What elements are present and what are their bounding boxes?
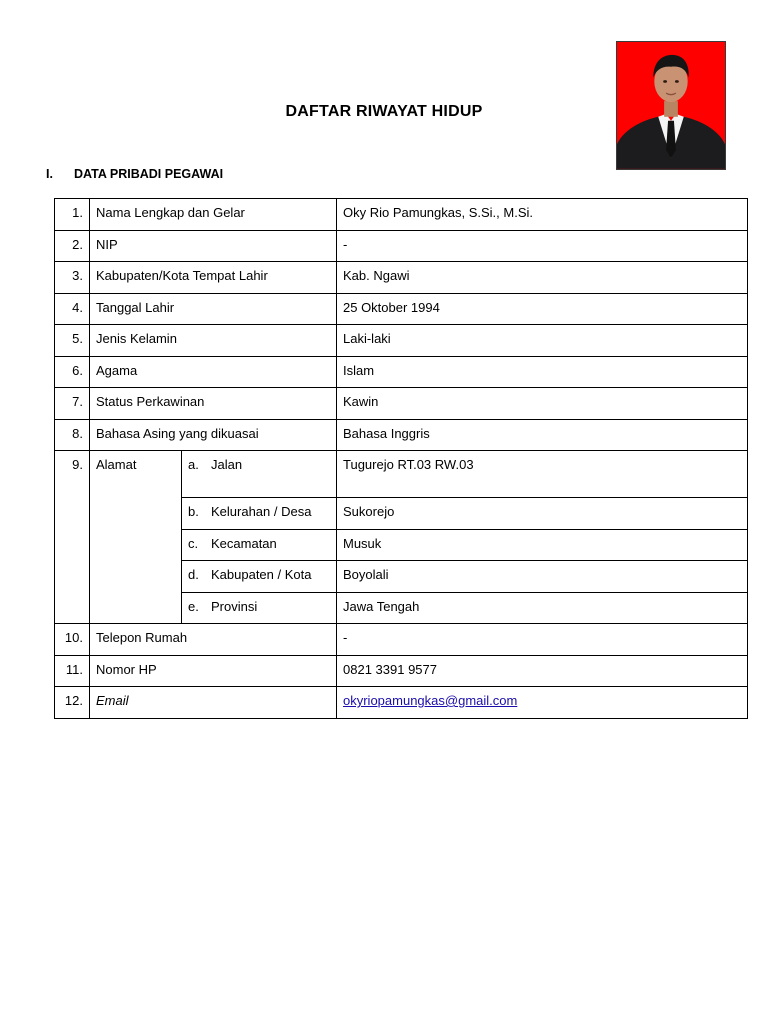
row-number: 11. [55,655,90,687]
address-sub-letter: b. [188,504,199,519]
table-row [55,325,748,357]
row-number: 6. [55,356,90,388]
row-label: Agama [90,356,337,388]
table-row [55,356,748,388]
table-row [55,199,748,231]
row-value: Oky Rio Pamungkas, S.Si., M.Si. [337,199,748,231]
address-sub-text: Provinsi [211,598,258,614]
email-row [55,687,748,719]
address-sub-label [182,529,337,561]
section-number: I. [46,167,53,181]
email-link[interactable]: okyriopamungkas@gmail.com [343,693,518,708]
row-value: Bahasa Inggris [337,419,748,451]
address-value: Boyolali [337,561,748,593]
row-value: - [337,624,748,656]
address-sub-label [182,561,337,593]
document-title: DAFTAR RIWAYAT HIDUP [285,103,483,120]
email-value-cell [337,687,748,719]
address-value: Sukorejo [337,498,748,530]
row-number: 4. [55,293,90,325]
section-heading [46,167,223,181]
row-label: NIP [90,230,337,262]
row-number: 3. [55,262,90,294]
personal-data-table [54,198,748,719]
row-label: Bahasa Asing yang dikuasai [90,419,337,451]
row-number: 8. [55,419,90,451]
address-sub-label [182,592,337,624]
row-value: Laki-laki [337,325,748,357]
row-value: Kab. Ngawi [337,262,748,294]
table-row [55,230,748,262]
row-number: 2. [55,230,90,262]
address-sub-letter: a. [188,457,199,472]
address-label: Alamat [90,451,182,624]
row-number: 1. [55,199,90,231]
table-row [55,262,748,294]
row-label: Tanggal Lahir [90,293,337,325]
row-label: Nomor HP [90,655,337,687]
address-value: Jawa Tengah [337,592,748,624]
address-sub-text: Kabupaten / Kota [211,567,312,582]
row-number: 12. [55,687,90,719]
address-sub-letter: d. [188,567,199,582]
row-value: Kawin [337,388,748,420]
address-sub-label [182,498,337,530]
row-number: 10. [55,624,90,656]
table-row [55,388,748,420]
row-label: Telepon Rumah [90,624,337,656]
address-value: Tugurejo RT.03 RW.03 [337,451,748,498]
row-label: Nama Lengkap dan Gelar [90,199,337,231]
address-value: Musuk [337,529,748,561]
row-label: Kabupaten/Kota Tempat Lahir [90,262,337,294]
row-value: Islam [337,356,748,388]
row-value: 0821 3391 9577 [337,655,748,687]
row-label: Jenis Kelamin [90,325,337,357]
address-sub-letter: c. [188,535,199,551]
address-row [55,451,748,498]
table-row [55,419,748,451]
row-number: 7. [55,388,90,420]
address-sub-letter: e. [188,598,199,614]
address-sub-text: Jalan [211,457,243,472]
row-label: Status Perkawinan [90,388,337,420]
address-sub-label [182,451,337,498]
table-row [55,624,748,656]
row-number: 9. [55,451,90,624]
table-row [55,293,748,325]
address-sub-text: Kecamatan [211,535,277,551]
email-label: Email [90,687,337,719]
row-value: - [337,230,748,262]
row-number: 5. [55,325,90,357]
table-row [55,655,748,687]
address-sub-text: Kelurahan / Desa [211,504,312,519]
section-title: DATA PRIBADI PEGAWAI [74,167,224,181]
row-value: 25 Oktober 1994 [337,293,748,325]
